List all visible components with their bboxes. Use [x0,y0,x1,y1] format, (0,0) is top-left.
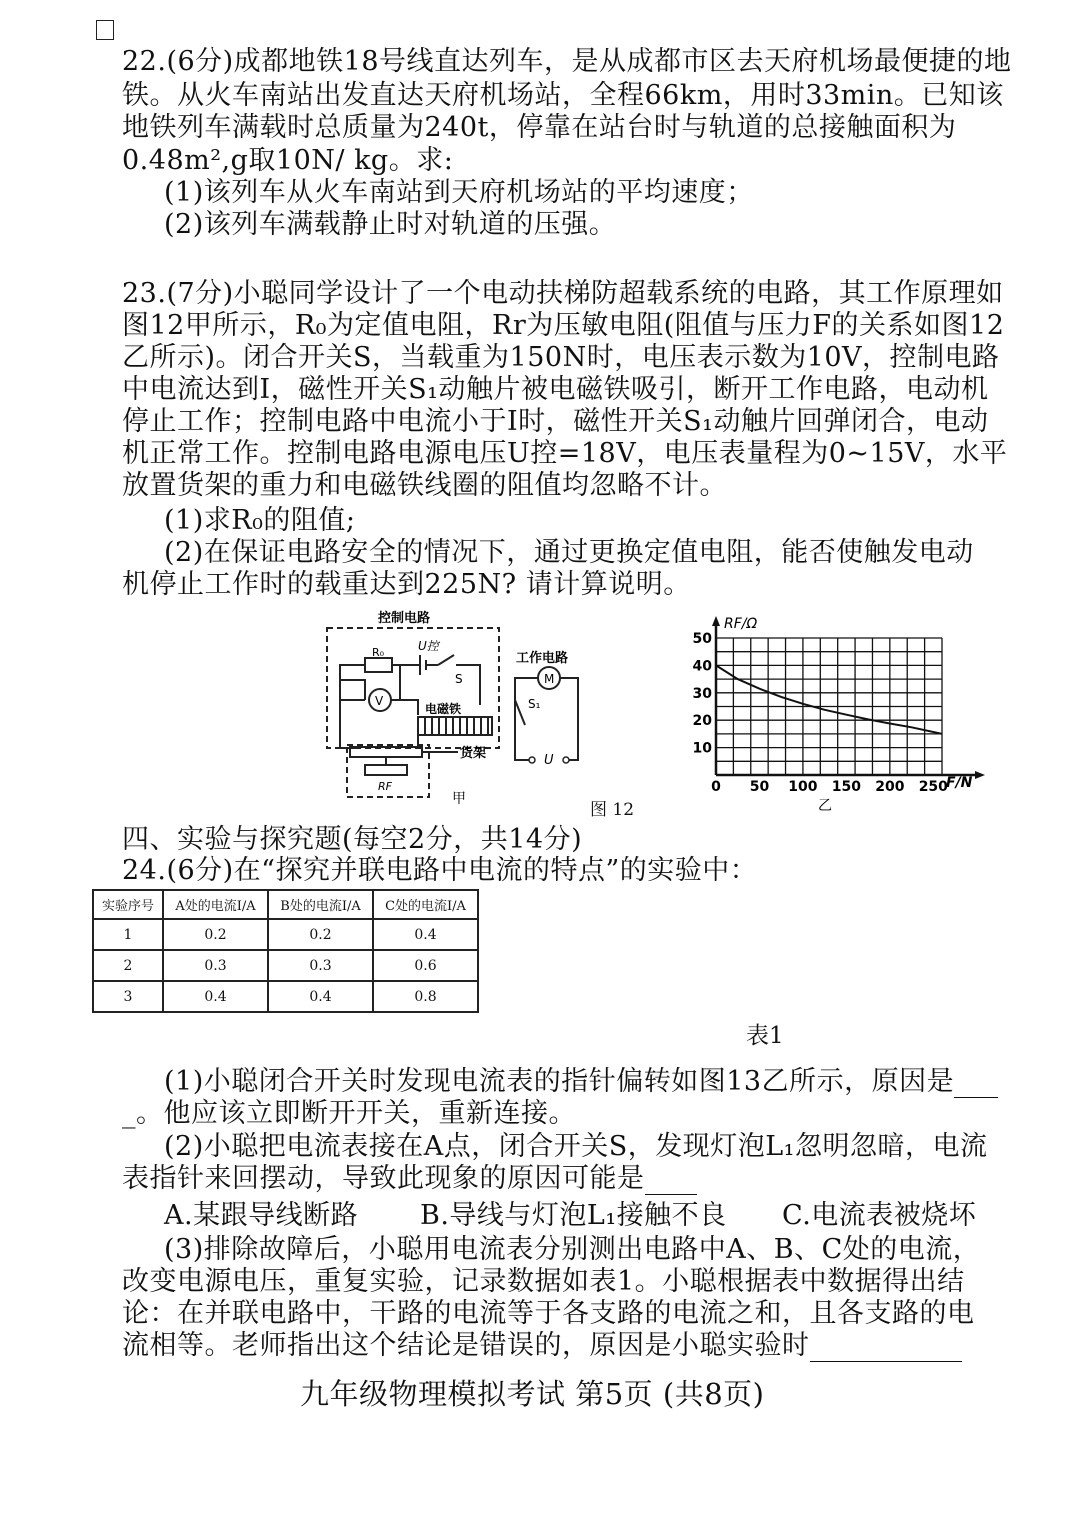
q24-option-b: B.导线与灯泡L₁接触不良 [420,1200,727,1231]
table-cell: 1 [93,919,163,950]
answer-blank-1[interactable] [954,1073,998,1098]
q24-option-a: A.某跟导线断路 [164,1200,359,1231]
s-label: S [455,672,463,686]
motor-label: M [544,672,555,686]
x-tick-label: 100 [788,779,818,795]
q24-p3b: 改变电源电压，重复实验，记录数据如表1。小聪根据表中数据得出结 [122,1266,965,1297]
table-cell: 0.4 [268,981,373,1012]
q24-p3d: 流相等。老师指出这个结论是错误的，原因是小聪实验时 [122,1330,962,1362]
y-tick-label: 20 [692,713,712,730]
table-cell: 3 [93,981,163,1012]
table-cell: 0.4 [163,981,268,1012]
q22-sub2: (2)该列车满载静止时对轨道的压强。 [164,209,617,240]
r0-resistor [365,658,392,672]
page-footer: 九年级物理模拟考试 第5页 (共8页) [300,1377,765,1411]
q24-intro: 24.(6分)在“探究并联电路中电流的特点”的实验中： [122,855,758,886]
q24-p2a: (2)小聪把电流表接在A点，闭合开关S，发现灯泡L₁忽明忽暗，电流 [164,1131,988,1162]
control-label: 控制电路 [378,611,431,626]
axes [716,620,980,775]
v-label: V [375,694,384,708]
jia-label: 甲 [452,791,466,807]
q22-line1: 22.(6分)成都地铁18号线直达列车，是从成都市区去天府机场最便捷的地 [122,46,1012,77]
table-header-cell: C处的电流I/A [373,890,478,919]
y-tick-label: 10 [692,740,712,757]
table-header-cell: 实验序号 [93,890,163,919]
answer-blank-2[interactable] [645,1170,697,1195]
y-tick-label: 30 [692,685,712,702]
table-caption: 表1 [746,1023,784,1049]
q23-line2: 图12甲所示，R₀为定值电阻，Rr为压敏电阻(阻值与压力F的关系如图12 [122,310,1005,341]
x-tick-label: 0 [711,779,721,795]
table-cell: 0.2 [268,919,373,950]
x-axis-label: F/N [946,775,973,791]
q24-p3a: (3)排除故障后，小聪用电流表分别测出电路中A、B、C处的电流， [164,1234,981,1265]
q23-line5: 停止工作；控制电路中电流小于I时，磁性开关S₁动触片回弹闭合，电动 [122,406,989,437]
q22-line4: 0.48m²,g取10N/ kg。求: [122,145,454,176]
q24-p1b: _。他应该立即断开开关，重新连接。 [122,1098,576,1129]
q23-sub2b: 机停止工作时的载重达到225N? 请计算说明。 [122,569,691,600]
x-tick-label: 200 [875,779,905,795]
x-tick-label: 50 [749,779,770,795]
electromagnet-label: 电磁铁 [425,702,462,716]
q24-p1a: (1)小聪闭合开关时发现电流表的指针偏转如图13乙所示，原因是 [164,1066,998,1098]
table-cell: 0.3 [163,950,268,981]
data-table [92,889,479,1013]
yi-label: 乙 [818,798,832,814]
x-tick-label: 150 [831,779,862,795]
table-cell: 0.3 [268,950,373,981]
q22-line2: 铁。从火车南站出发直达天府机场站，全程66km，用时33min。已知该 [122,80,1004,111]
q22-sub1: (1)该列车从火车南站到天府机场站的平均速度； [164,177,754,208]
y-tick-label: 50 [692,631,712,647]
u-ctrl-label: U控 [418,639,439,653]
grid [716,638,942,775]
circuit-diagram [320,600,600,815]
rf-graph [680,610,1000,820]
q24-option-c: C.电流表被烧坏 [782,1200,977,1231]
rf-label: RF [378,780,392,793]
table-header-cell: B处的电流I/A [268,890,373,919]
table-cell: 2 [93,950,163,981]
q23-line1: 23.(7分)小聪同学设计了一个电动扶梯防超载系统的电路，其工作原理如 [122,278,1004,309]
q23-line3: 乙所示)。闭合开关S，当载重为150N时，电压表示数为10V，控制电路 [122,342,1000,373]
table-cell: 0.6 [373,950,478,981]
y-arrow [712,616,720,626]
shelf-label: 货架 [460,746,487,761]
x-tick-label: 250 [918,779,948,795]
y-axis-label: RF/Ω [724,616,758,632]
q22-line3: 地铁列车满载时总质量为240t，停靠在站台时与轨道的总接触面积为 [122,112,957,143]
q23-line6: 机正常工作。控制电路电源电压U控=18V，电压表量程为0~15V，水平 [122,438,1008,469]
q23-sub1: (1)求R₀的阻值; [164,505,356,536]
work-label: 工作电路 [516,651,569,666]
answer-blank-3[interactable] [810,1337,962,1362]
table-header-cell: A处的电流I/A [163,890,268,919]
q23-sub2a: (2)在保证电路安全的情况下，通过更换定值电阻，能否使触发电动 [164,537,974,568]
section-4-title: 四、实验与探究题(每空2分，共14分) [122,824,583,855]
checkbox[interactable] [96,20,114,40]
rf-curve [716,665,942,734]
x-arrow [975,771,985,779]
figure-caption: 图 12 [590,800,635,820]
table-header-row [93,890,478,919]
q24-p3c: 论：在并联电路中，干路的电流等于各支路的电流之和，且各支路的电 [122,1298,975,1329]
rf-resistor [365,765,407,775]
q24-p2b: 表指针来回摆动，导致此现象的原因可能是 [122,1163,697,1195]
table-cell: 0.8 [373,981,478,1012]
s1-label: S₁ [528,697,541,711]
y-tick-label: 40 [692,658,712,675]
r0-label: R₀ [372,646,385,659]
u-label: U [544,753,554,768]
q23-line4: 中电流达到I，磁性开关S₁动触片被电磁铁吸引，断开工作电路，电动机 [122,374,989,405]
table-cell: 0.2 [163,919,268,950]
table-row [93,981,478,1012]
table-row [93,950,478,981]
table-row [93,919,478,950]
q23-line7: 放置货架的重力和电磁铁线圈的阻值均忽略不计。 [122,470,727,501]
table-cell: 0.4 [373,919,478,950]
